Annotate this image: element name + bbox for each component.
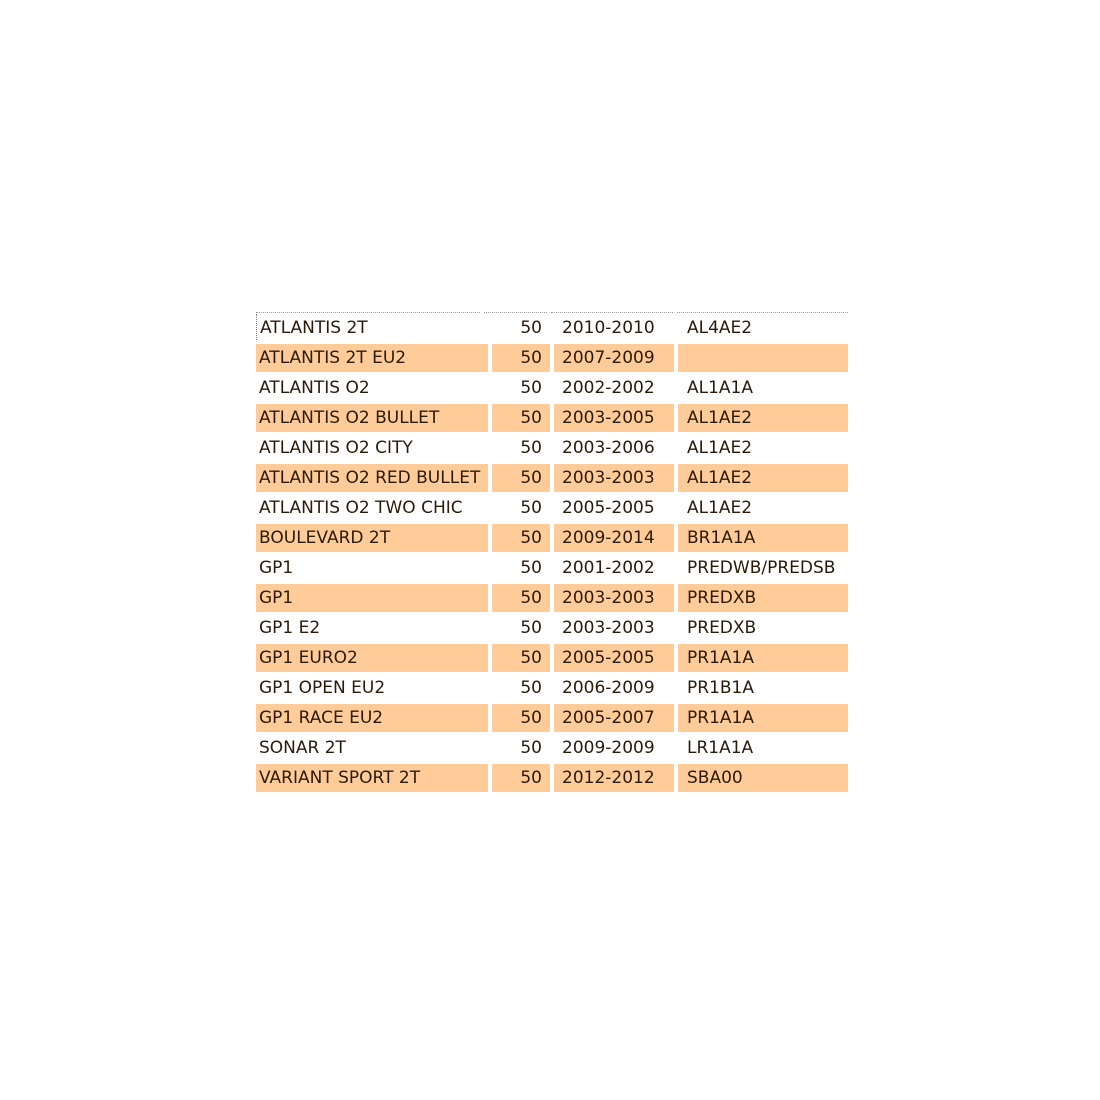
table-row[interactable] (256, 344, 848, 374)
years-cell: 2005-2005 (562, 498, 655, 518)
cc-cell: 50 (492, 704, 550, 732)
years-cell: 2002-2002 (562, 378, 655, 398)
cc-cell: 50 (520, 678, 542, 698)
years-cell: 2003-2003 (554, 584, 674, 612)
years-cell: 2001-2002 (562, 558, 655, 578)
table-row[interactable] (256, 644, 848, 674)
model-cell: ATLANTIS 2T EU2 (256, 344, 488, 372)
code-cell: PR1A1A (678, 704, 848, 732)
model-cell: GP1 OPEN EU2 (259, 678, 386, 698)
code-cell: PR1A1A (678, 644, 848, 672)
code-cell: AL1AE2 (678, 404, 848, 432)
table-row[interactable] (256, 464, 848, 494)
code-cell: SBA00 (678, 764, 848, 792)
table-row[interactable] (256, 554, 848, 584)
cc-cell: 50 (492, 644, 550, 672)
cc-cell: 50 (520, 318, 542, 338)
cc-cell: 50 (520, 438, 542, 458)
model-cell: ATLANTIS O2 CITY (259, 438, 413, 458)
years-cell: 2005-2005 (554, 644, 674, 672)
years-cell: 2012-2012 (554, 764, 674, 792)
cc-cell: 50 (520, 738, 542, 758)
model-cell: VARIANT SPORT 2T (256, 764, 488, 792)
model-cell: ATLANTIS O2 BULLET (256, 404, 488, 432)
years-cell: 2009-2009 (562, 738, 655, 758)
table-body (256, 314, 848, 794)
cc-cell: 50 (492, 764, 550, 792)
cc-cell: 50 (520, 618, 542, 638)
model-cell: GP1 (256, 584, 488, 612)
code-cell: LR1A1A (687, 738, 754, 758)
years-cell: 2005-2007 (554, 704, 674, 732)
model-cell: GP1 E2 (259, 618, 321, 638)
table-row[interactable] (256, 494, 848, 524)
years-cell: 2006-2009 (562, 678, 655, 698)
code-cell: PREDXB (678, 584, 848, 612)
code-cell: AL1A1A (687, 378, 753, 398)
table-row[interactable] (256, 614, 848, 644)
years-cell: 2010-2010 (562, 318, 655, 338)
code-cell: PREDWB/PREDSB (687, 558, 836, 578)
code-cell: PREDXB (687, 618, 757, 638)
model-cell: GP1 (259, 558, 294, 578)
cc-cell: 50 (492, 464, 550, 492)
model-cell: BOULEVARD 2T (256, 524, 488, 552)
model-cell: GP1 RACE EU2 (256, 704, 488, 732)
table-row[interactable] (256, 374, 848, 404)
code-cell: AL1AE2 (687, 498, 753, 518)
code-cell: AL1AE2 (678, 464, 848, 492)
table-row[interactable] (256, 434, 848, 464)
model-table (256, 306, 848, 794)
years-cell: 2009-2014 (554, 524, 674, 552)
model-cell: GP1 EURO2 (256, 644, 488, 672)
years-cell: 2003-2005 (554, 404, 674, 432)
code-cell: AL1AE2 (687, 438, 753, 458)
cc-cell: 50 (520, 378, 542, 398)
model-cell: ATLANTIS O2 RED BULLET (256, 464, 488, 492)
table-row[interactable] (256, 674, 848, 704)
cc-cell: 50 (492, 584, 550, 612)
code-cell: PR1B1A (687, 678, 754, 698)
cc-cell: 50 (520, 558, 542, 578)
table-row[interactable] (256, 404, 848, 434)
table-row[interactable] (256, 734, 848, 764)
cc-cell: 50 (492, 404, 550, 432)
table-row[interactable] (256, 584, 848, 614)
table-header (256, 306, 848, 314)
cc-cell: 50 (520, 498, 542, 518)
code-cell: BR1A1A (678, 524, 848, 552)
code-cell (678, 344, 848, 372)
years-cell: 2003-2003 (554, 464, 674, 492)
model-cell: ATLANTIS O2 TWO CHIC (259, 498, 463, 518)
cc-cell: 50 (492, 524, 550, 552)
years-cell: 2007-2009 (554, 344, 674, 372)
years-cell: 2003-2006 (562, 438, 655, 458)
model-cell: SONAR 2T (259, 738, 346, 758)
cc-cell: 50 (492, 344, 550, 372)
years-cell: 2003-2003 (562, 618, 655, 638)
table-row[interactable] (256, 524, 848, 554)
table-row[interactable] (256, 764, 848, 794)
model-cell: ATLANTIS O2 (259, 378, 370, 398)
model-cell: ATLANTIS 2T (256, 314, 488, 342)
table-row[interactable] (256, 704, 848, 734)
code-cell: AL4AE2 (687, 318, 753, 338)
